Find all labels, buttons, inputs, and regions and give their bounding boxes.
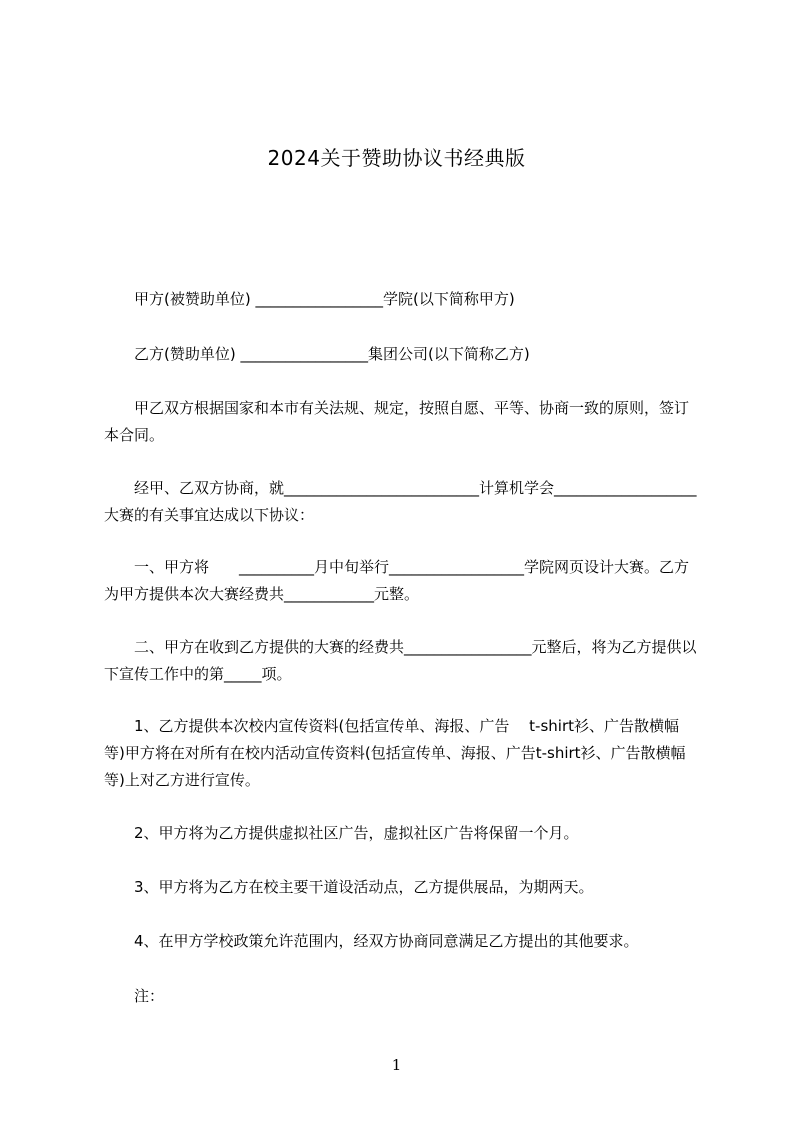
item-2-paragraph: 2、甲方将为乙方提供虚拟社区广告，虚拟社区广告将保留一个月。: [134, 824, 579, 842]
clause-2-paragraph: 二、甲方在收到乙方提供的大赛的经费共_________________元整后，将为乙方提供以下宣传工作中的第_____项。: [104, 638, 697, 683]
note-label: 注：: [134, 987, 165, 1005]
party-a-paragraph: 甲方(被赞助单位) _________________学院(以下简称甲方): [134, 290, 515, 308]
page-number: 1: [391, 1056, 402, 1074]
preamble-paragraph: 甲乙双方根据国家和本市有关法规、规定，按照自愿、平等、协商一致的原则，签订本合同。: [104, 399, 690, 444]
item-3-paragraph: 3、甲方将为乙方在校主要干道设活动点，乙方提供展品，为期两天。: [134, 878, 594, 896]
item-4-paragraph: 4、在甲方学校政策允许范围内，经双方协商同意满足乙方提出的其他要求。: [134, 932, 639, 950]
document-title: 2024关于赞助协议书经典版: [267, 146, 526, 170]
negotiation-paragraph: 经甲、乙双方协商，就__________________________计算机学会___________________大赛的有关事宜达成以下协议：: [104, 479, 697, 524]
clause-1-paragraph: 一、甲方将 __________月中旬举行__________________学院网页设计大赛。乙方为甲方提供本次大赛经费共____________元整。: [104, 558, 690, 603]
item-1-paragraph: 1、乙方提供本次校内宣传资料(包括宣传单、海报、广告 t-shirt衫、广告散横幅等)甲方将在对所有在校内活动宣传资料(包括宣传单、海报、广告t-shirt衫、广告散横幅等)上对乙方进行宣传。: [104, 717, 686, 789]
party-b-paragraph: 乙方(赞助单位) _________________集团公司(以下简称乙方): [134, 345, 530, 363]
